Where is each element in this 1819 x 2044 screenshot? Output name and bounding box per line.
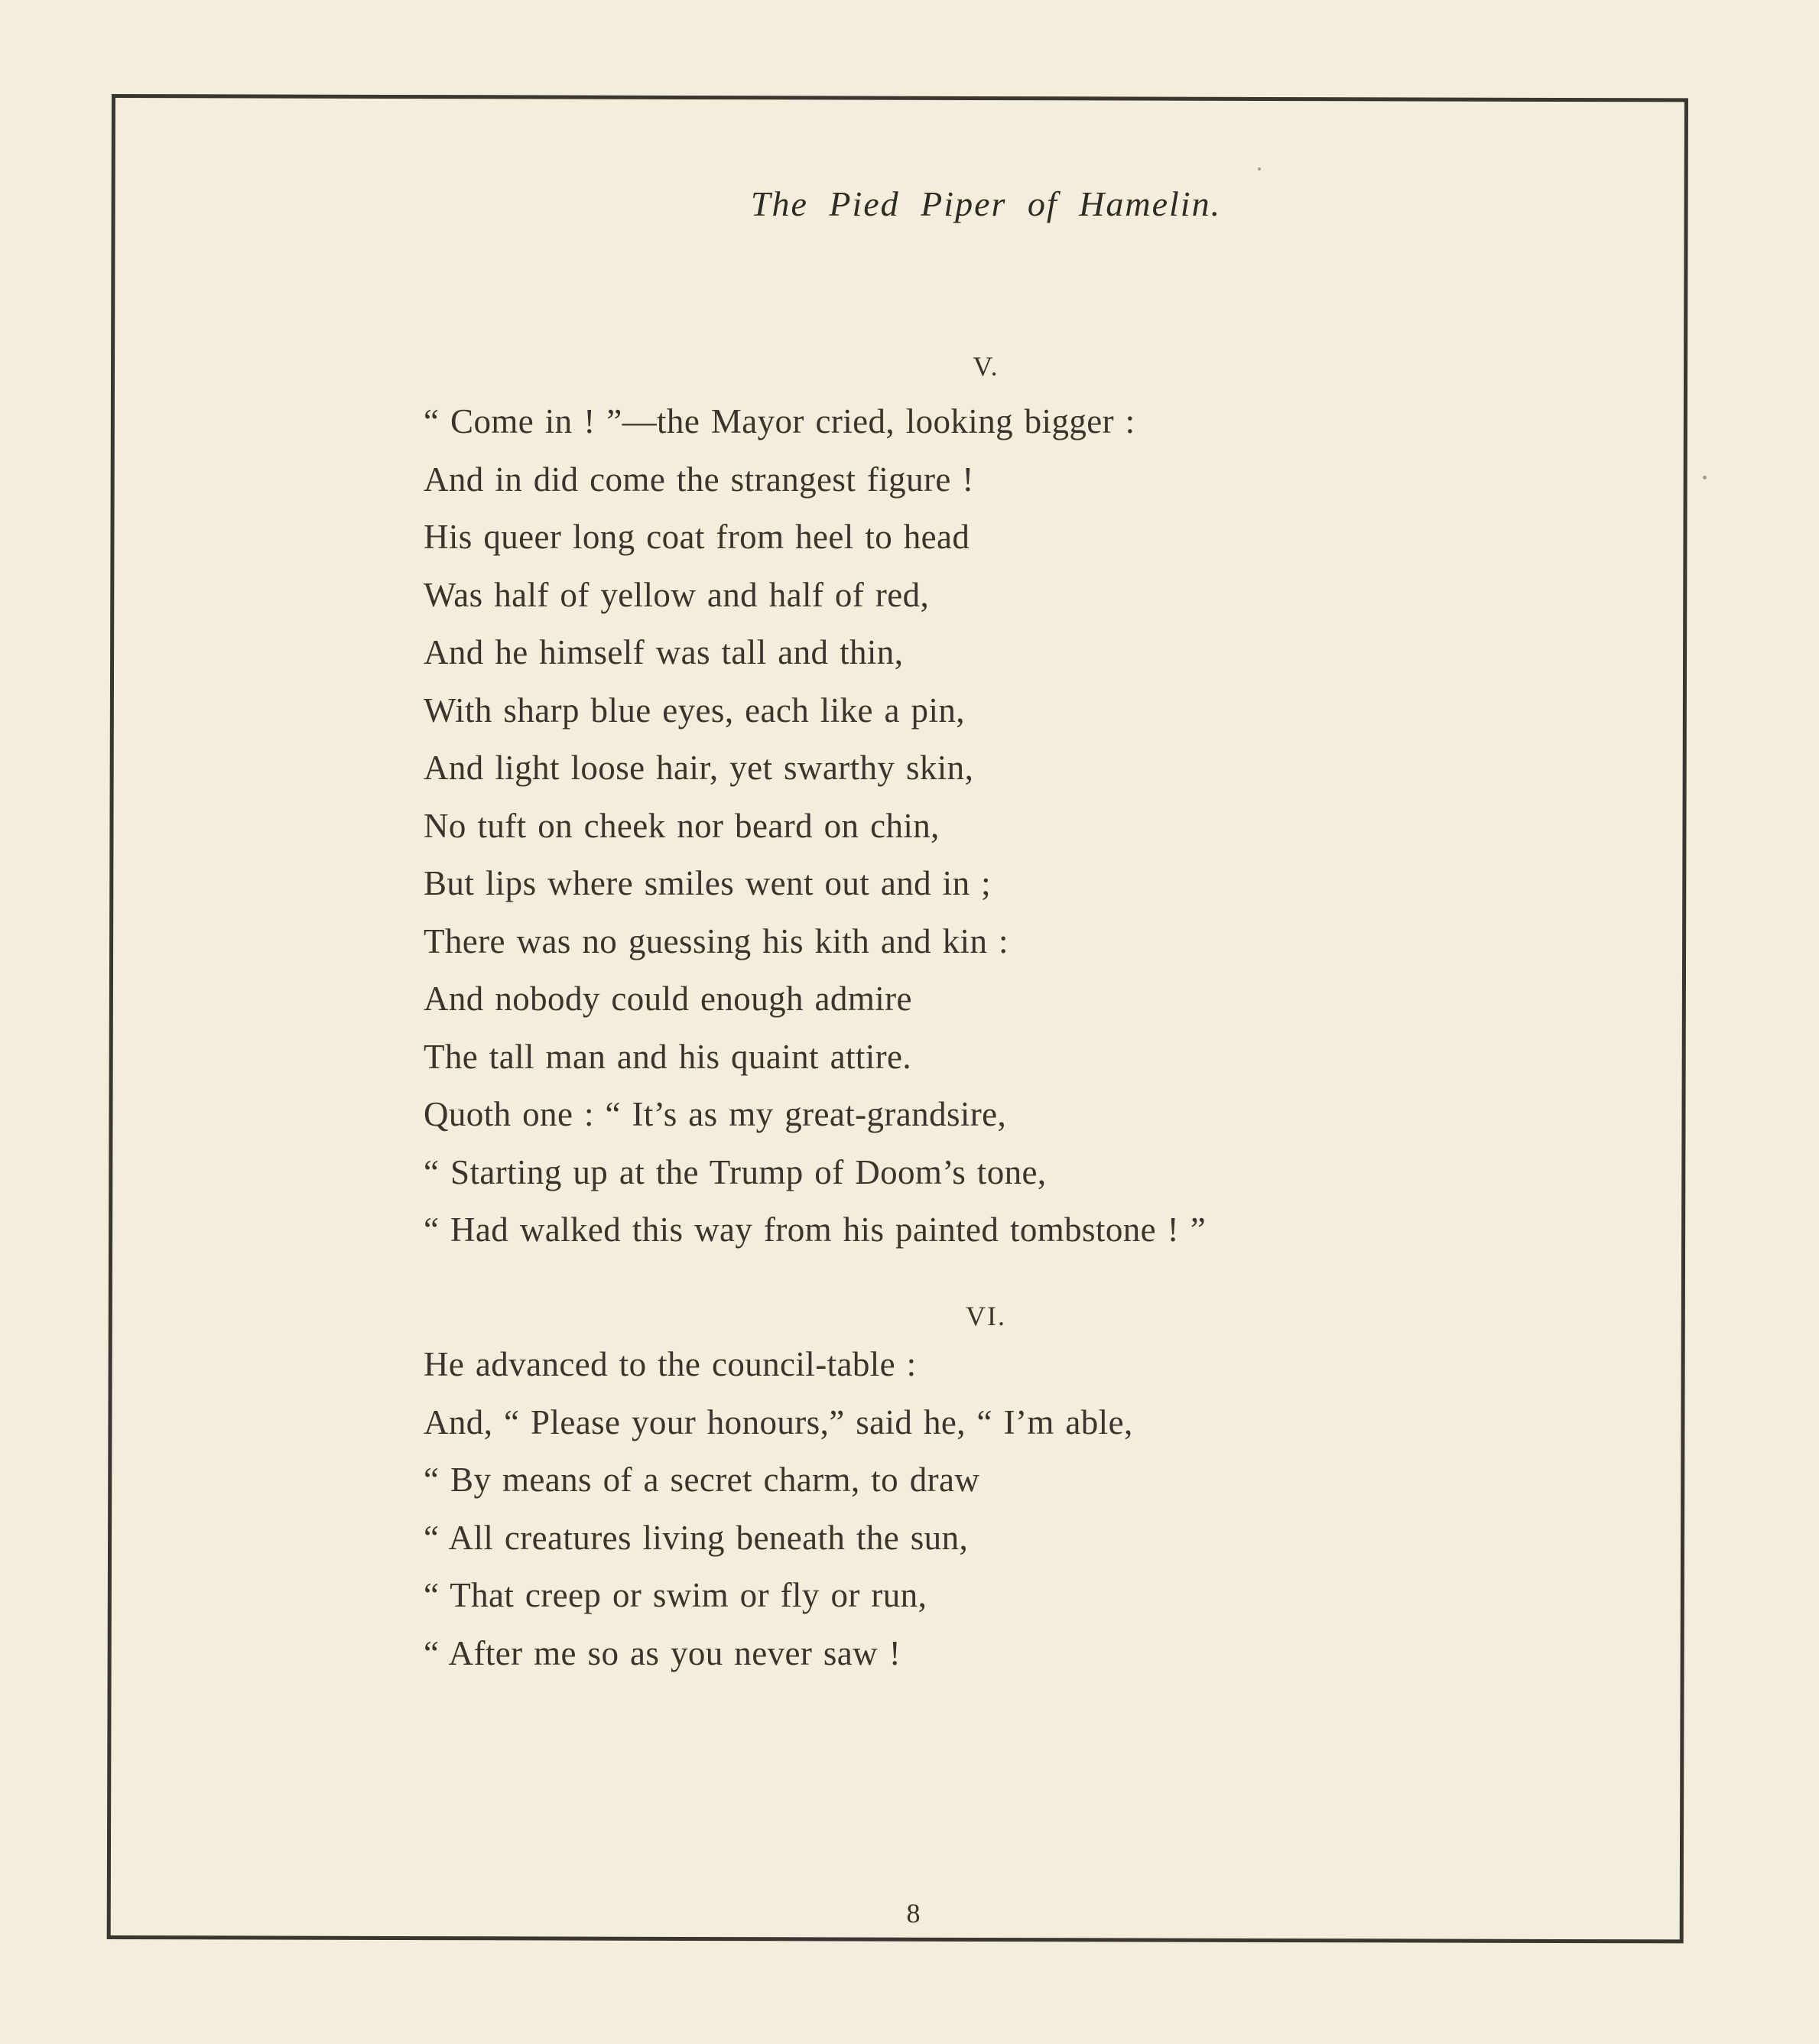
verse-line: With sharp blue eyes, each like a pin, (424, 691, 965, 730)
verse-line: And he himself was tall and thin, (424, 633, 904, 671)
section-numeral-vi: VI. (966, 1301, 1006, 1331)
verse-line: There was no guessing his kith and kin : (424, 921, 1009, 960)
stanza-vi (424, 1336, 1133, 1682)
verse-line: The tall man and his quaint attire. (424, 1037, 912, 1076)
verse-line: “ All creatures living beneath the sun, (424, 1518, 969, 1557)
verse-line: And light loose hair, yet swarthy skin, (424, 749, 974, 787)
paper-speck (1258, 167, 1261, 171)
verse-line: And in did come the strangest figure ! (424, 460, 974, 499)
section-numeral-v: V. (973, 351, 999, 382)
verse-line: And nobody could enough admire (424, 980, 912, 1018)
verse-line: “ Starting up at the Trump of Doom’s tone, (424, 1152, 1047, 1191)
verse-line: He advanced to the council-table : (424, 1345, 917, 1383)
verse-line: Was half of yellow and half of red, (424, 575, 930, 614)
verse-line: “ Had walked this way from his painted tombstone ! ” (424, 1210, 1207, 1249)
verse-line: “ After me so as you never saw ! (424, 1633, 901, 1672)
verse-line: Quoth one : “ It’s as my great-grandsire, (424, 1095, 1007, 1133)
verse-line: His queer long coat from heel to head (424, 518, 970, 556)
verse-line: “ That creep or swim or fly or run, (424, 1576, 927, 1614)
page-number: 8 (906, 1898, 921, 1929)
verse-line: No tuft on cheek nor beard on chin, (424, 806, 940, 845)
verse-line: But lips where smiles went out and in ; (424, 864, 992, 902)
stanza-v (424, 393, 1206, 1259)
verse-line: “ Come in ! ”—the Mayor cried, looking bigger : (424, 402, 1135, 440)
paper-speck (1703, 476, 1707, 479)
verse-line: “ By means of a secret charm, to draw (424, 1461, 980, 1499)
poem-title: The Pied Piper of Hamelin. (750, 184, 1222, 223)
verse-line: And, “ Please your honours,” said he, “ I’m able, (424, 1402, 1133, 1441)
